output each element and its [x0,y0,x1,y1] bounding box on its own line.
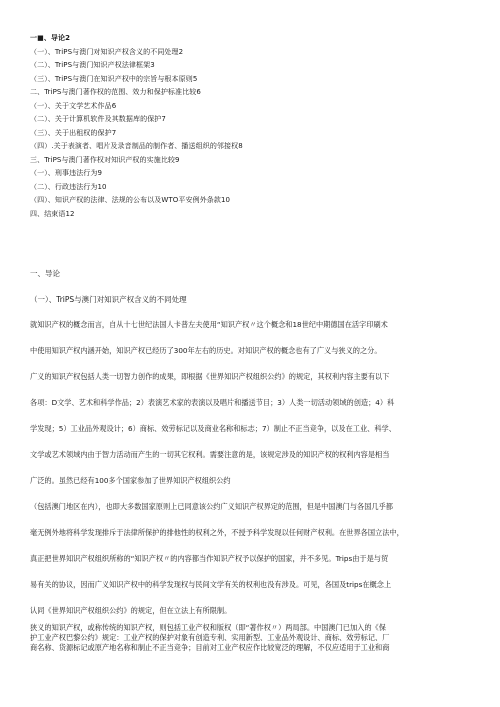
paragraph-line: 中使用知识产权内涵开始，知识产权已经历了300年左右的历史。对知识产权的概念也有了广义与狭义的之分。 [30,346,382,355]
table-of-contents [30,32,470,221]
toc-entry[interactable]: （三）、TriPS与澳门在知识产权中的宗旨与根本原则5 [30,74,198,83]
toc-entry[interactable]: （二）、TriPS与澳门知识产权法律框架3 [30,61,155,69]
toc-entry[interactable]: （一）、刑事违法行为9 [30,169,103,177]
paragraph [30,623,470,653]
paragraph-line: 文学或艺术领域内由于智力活动而产生的一切其它权利。需要注意的是，该规定涉及的知识产权的权利内容是相当 [30,450,390,459]
toc-entry[interactable]: （二）、关于计算机软件及其数据库的保护7 [30,115,166,123]
toc-entry[interactable]: （一）、关于文学艺术作品6 [30,101,117,110]
subsection-heading: （一）、TriPS与澳门对知识产权含义的不同处理 [30,295,187,304]
paragraph-line: 各项：D文学、艺术和科学作品；2）表演艺术家的表演以及唱片和播送节目；3）人类一切活动领域的创造；4）科 [30,398,395,407]
paragraph [30,319,470,617]
toc-entry[interactable]: （四）、知识产权的法律、法规的公布以及WTO平安例外条款10 [30,196,231,204]
toc-entry[interactable]: （三）、关于出租权的保护7 [30,128,117,137]
toc-entry[interactable]: 一■、导论2 [30,34,71,42]
toc-entry[interactable]: 二、TriPS与澳门著作权的范围、效力和保护标准比较6 [30,88,201,96]
paragraph-line: 广义的知识产权包括人类一切智力创作的成果，即根据《世界知识产权组织公约》的规定，其权利内容主要有以下 [30,372,390,381]
toc-entry[interactable]: （四）.关于表演者、唱片及录音制品的制作者、播送组织的邻接权8 [30,142,243,150]
paragraph-line: （包括澳门地区在内），也即大多数国家原则上已同意该公约广义知识产权界定的范围，但是中国澳门与各国几乎都 [30,502,393,511]
paragraph-line: 学发现；5）工业品外观设计；6）商标、效劳标记以及商业名称和标志；7）制止不正当竞争，以及在工业、科学、 [30,424,396,433]
paragraph-line: 认同《世界知识产权组织公约》的规定，但在立法上有所限制。 [30,606,232,615]
paragraph-line: 广泛的。虽然已经有100多个国家参加了世界知识产权组织公约 [30,476,231,485]
paragraph-line: 护工业产权巴黎公约》规定：工业产权的保护对象有创造专利、实用新型、工业品外观设计、商标、效劳标记、厂 [30,633,390,642]
paragraph-line: 易有关的协议，因而广义知识产权中的科学发现权与民间文学有关的权利也没有涉及。可见，各国及trips在概念上 [30,580,392,589]
toc-entry[interactable]: （二）、行政违法行为10 [30,182,107,191]
paragraph-line: 真正把世界知识产权组织所称的“知识产权〃的内容都当作知识产权予以保护的国家，并不多见。Trips由于是与贸 [30,554,389,563]
toc-entry[interactable]: 三、TriPS与澳门著作权对知识产权的实施比较9 [30,155,180,164]
paragraph-line: 就知识产权的概念而言，自从十七世纪法国人卡普左夫使用“知识产权〃这个概念和18世纪中期德国在活字印刷术 [30,320,388,329]
document-body [30,256,470,653]
paragraph-line: 狭义的知识产权，或称传统的知识产权，则包括工业产权和版权（即“著作权〃）两局部。中国澳门已加入的《保 [30,623,386,632]
toc-entry[interactable]: 四、结束语12 [30,209,75,218]
paragraph-line: 商名称、货源标记或原产地名称和制止不正当竞争；目前对工业产权应作比较宽泛的理解，不仅应适用于工业和商 [30,643,390,652]
toc-entry[interactable]: （一）、TriPS与澳门对知识产权含义的不同处理2 [30,47,184,56]
paragraph-line: 毫无例外地将科学发现排斥于法律所保护的排他性的权利之外，不授予科学发现以任何财产权利。在世界各国立法中， [30,528,404,537]
section-heading: 一、导论 [30,269,60,278]
